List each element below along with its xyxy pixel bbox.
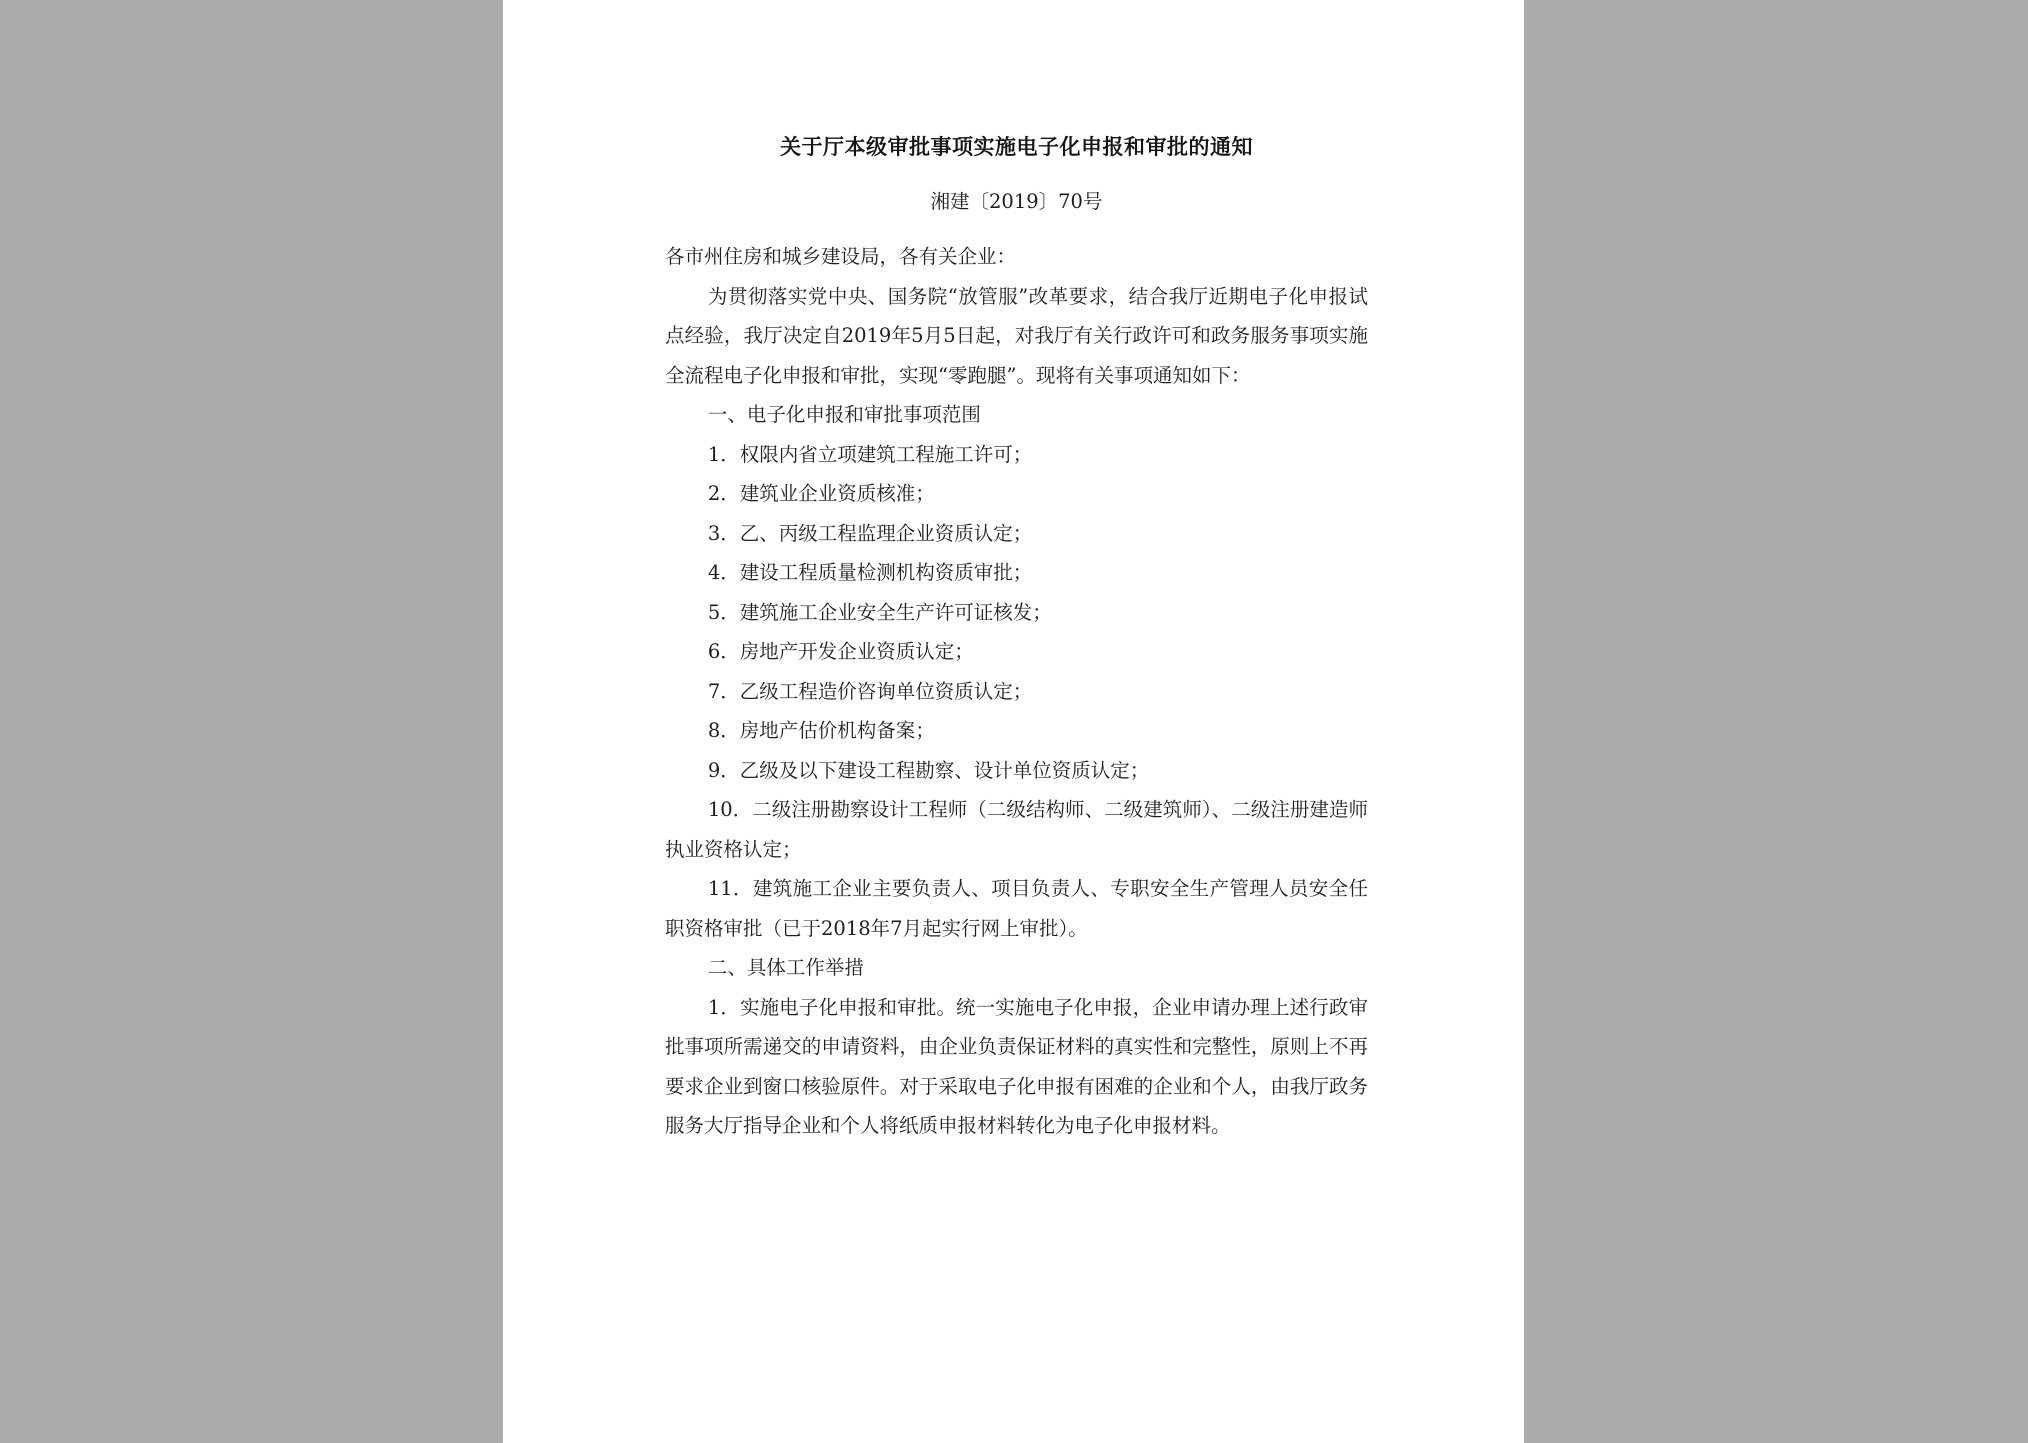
list-item: 11．建筑施工企业主要负责人、项目负责人、专职安全生产管理人员安全任职资格审批（已于2018年7月起实行网上审批）。 — [665, 877, 1368, 940]
salutation: 各市州住房和城乡建设局，各有关企业： — [665, 245, 1017, 268]
section-heading: 一、电子化申报和审批事项范围 — [707, 403, 981, 426]
document-number: 湘建〔2019〕70号 — [930, 190, 1103, 213]
list-item: 8．房地产估价机构备案； — [707, 719, 935, 742]
document-body — [665, 125, 1368, 1146]
list-item: 4．建设工程质量检测机构资质审批； — [707, 561, 1033, 584]
body-paragraph: 1．实施电子化申报和审批。统一实施电子化申报，企业申请办理上述行政审批事项所需递交的申请资料，由企业负责保证材料的真实性和完整性，原则上不再要求企业到窗口核验原件。对于采取电子化申报有困难的企业和个人，由我厅政务服务大厅指导企业和个人将纸质申报材料转化为电子化申报材料。 — [665, 995, 1368, 1137]
list-item: 1．权限内省立项建筑工程施工许可； — [707, 442, 1033, 466]
list-item: 5．建筑施工企业安全生产许可证核发； — [707, 600, 1052, 624]
list-item: 9．乙级及以下建设工程勘察、设计单位资质认定； — [707, 758, 1150, 782]
list-item: 7．乙级工程造价咨询单位资质认定； — [707, 679, 1033, 703]
list-item: 6．房地产开发企业资质认定； — [707, 640, 974, 663]
list-item: 2．建筑业企业资质核准； — [707, 482, 935, 505]
document-page — [503, 0, 1524, 1443]
page-title: 关于厅本级审批事项实施电子化申报和审批的通知 — [780, 135, 1253, 159]
list-item: 10．二级注册勘察设计工程师（二级结构师、二级建筑师）、二级注册建造师执业资格认定； — [665, 798, 1368, 861]
list-item: 3．乙、丙级工程监理企业资质认定； — [707, 521, 1033, 545]
intro-paragraph: 为贯彻落实党中央、国务院“放管服”改革要求，结合我厅近期电子化申报试点经验，我厅决定自2019年5月5日起，对我厅有关行政许可和政务服务事项实施全流程电子化申报和审批，实现“零跑腿”。现将有关事项通知如下： — [665, 284, 1368, 387]
section-heading: 二、具体工作举措 — [707, 956, 864, 979]
